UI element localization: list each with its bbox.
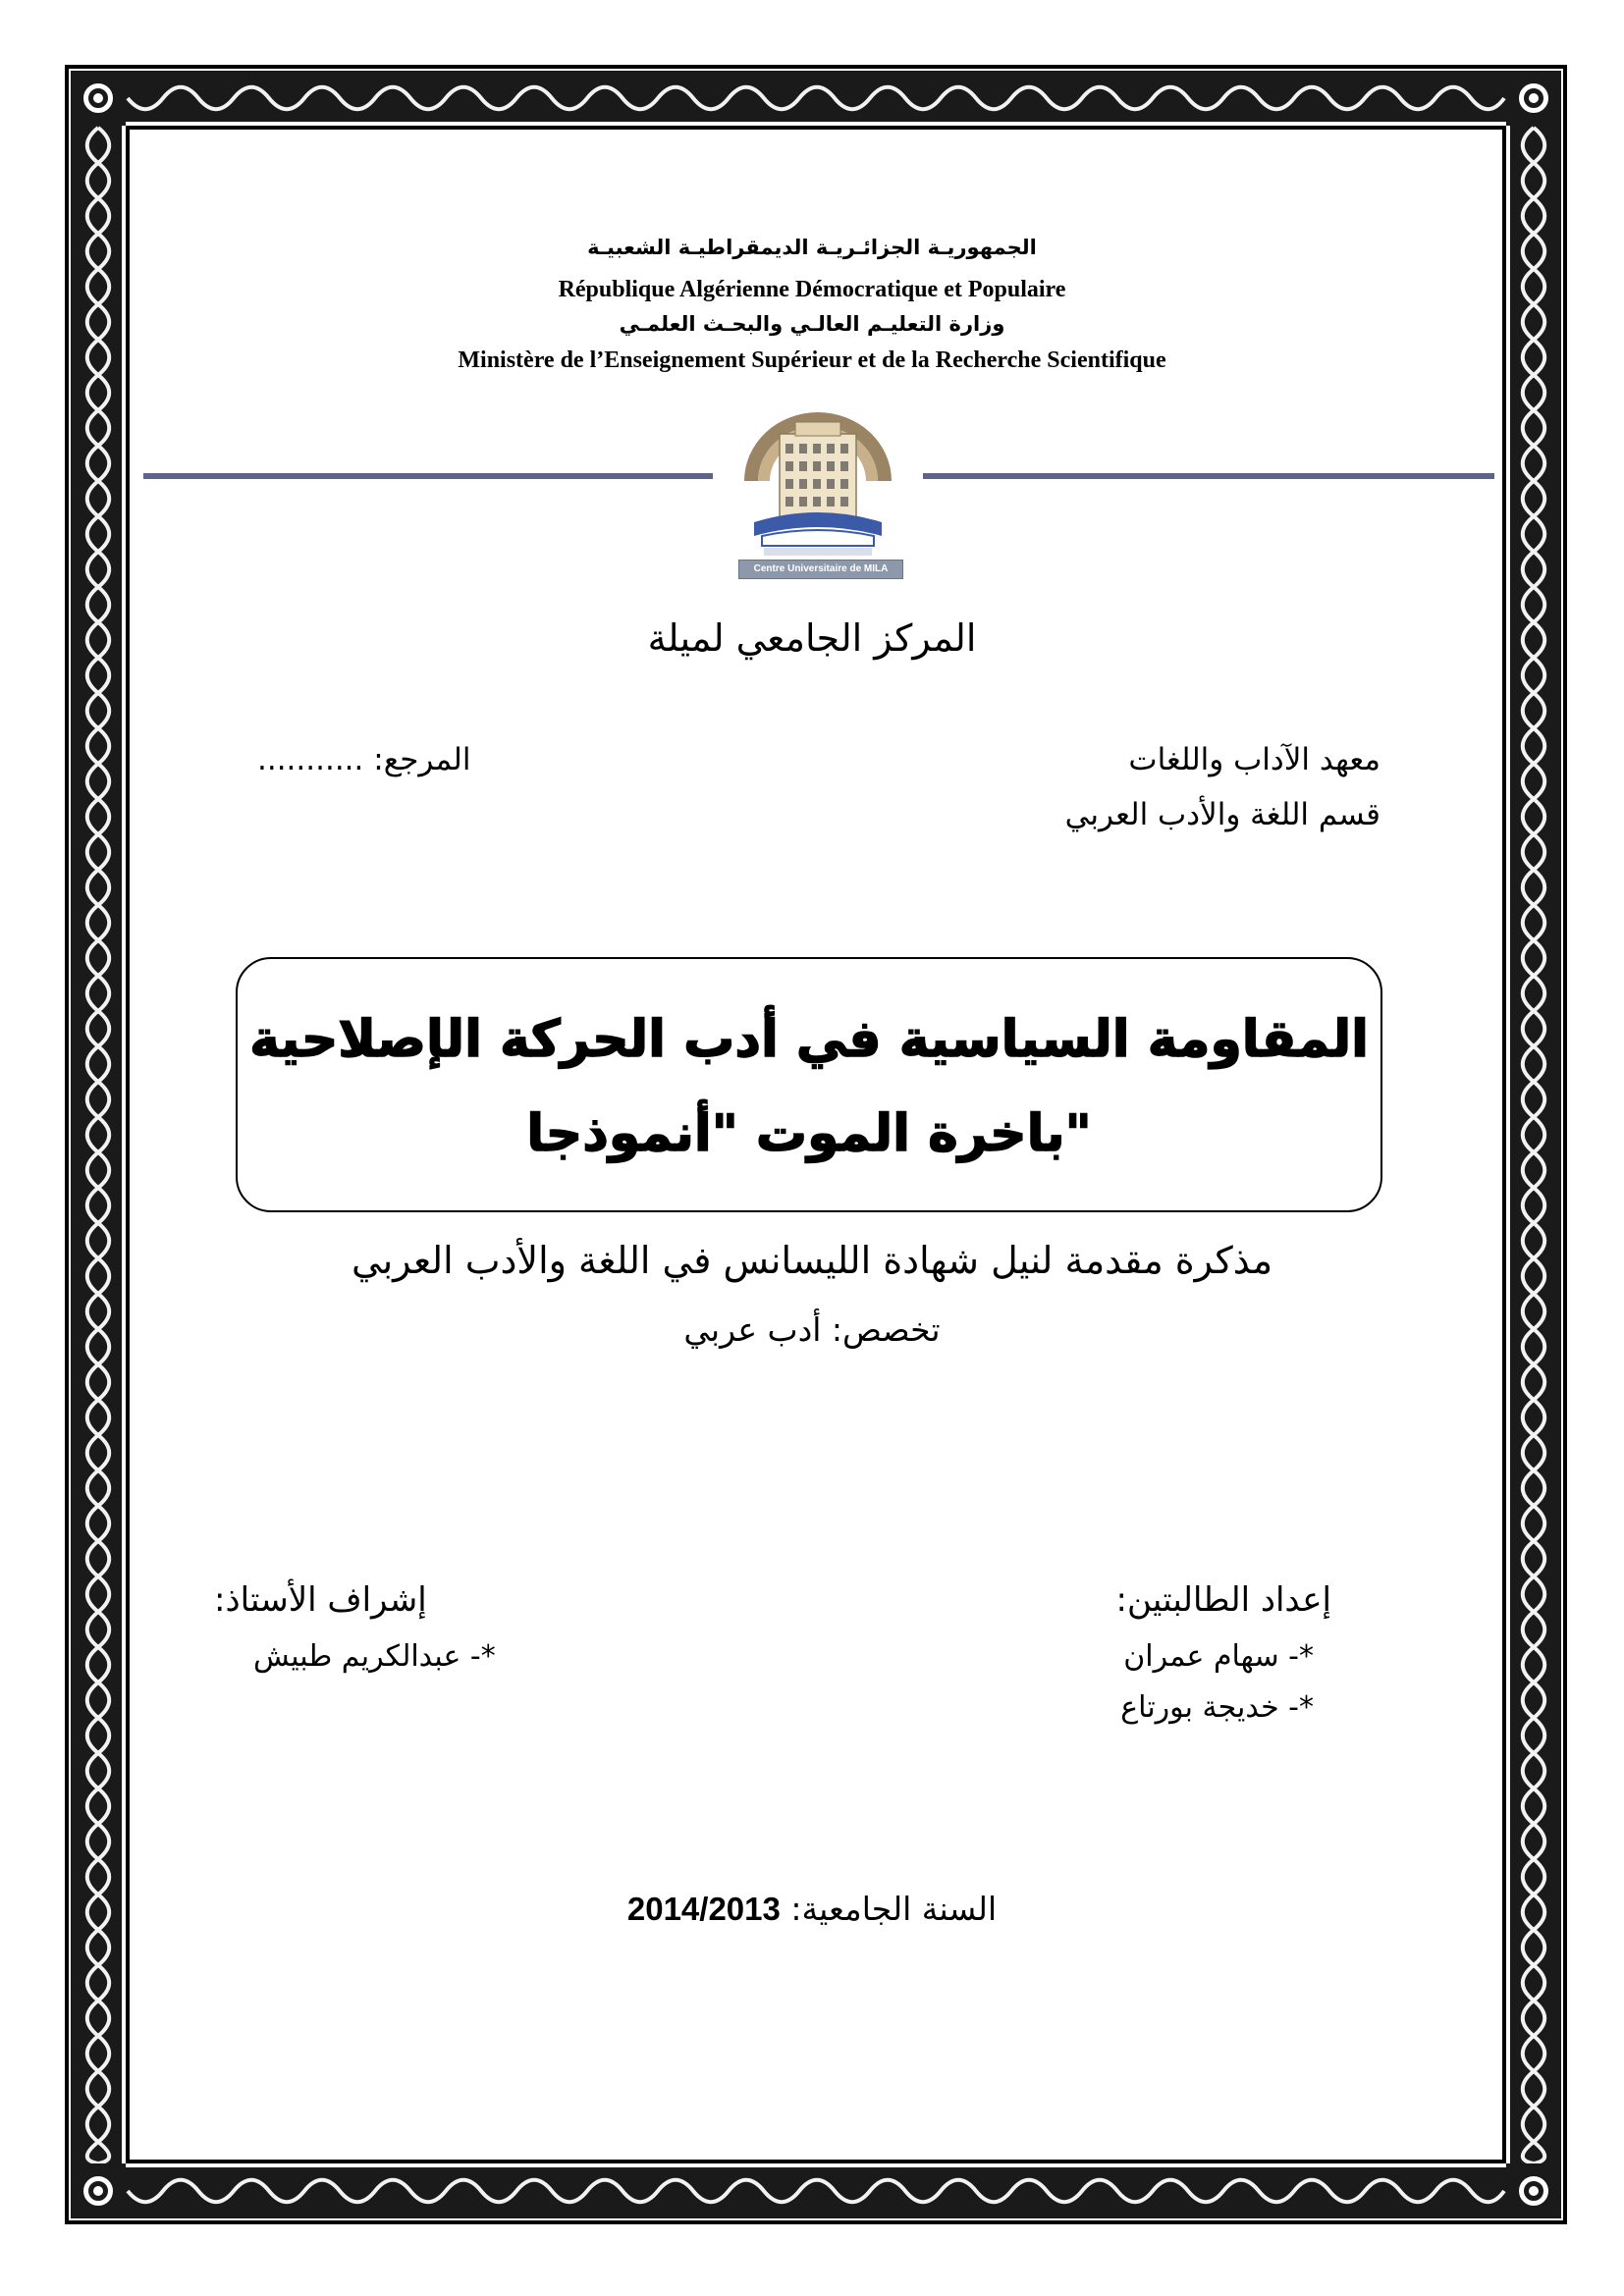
header-divider-right <box>923 473 1494 479</box>
thesis-title-line-1: المقاومة السياسية في أدب الحركة الإصلاحية <box>249 1010 1369 1069</box>
student-name: *- سهام عمران <box>1123 1639 1314 1674</box>
logo-caption: Centre Universitaire de MILA <box>738 560 903 579</box>
institute-name: معهد الآداب واللغات <box>1128 742 1380 777</box>
thesis-title-line-2: "باخرة الموت "أنموذجا <box>526 1104 1092 1163</box>
frame-braid-strand <box>128 2180 1504 2202</box>
supervisor-heading: إشراف الأستاذ: <box>214 1580 427 1620</box>
supervisor-name: *- عبدالكريم طبيش <box>253 1639 496 1674</box>
republic-name-arabic: الجمهوريـة الجزائـريـة الديمقراطيـة الشعبيـة <box>587 236 1037 259</box>
frame-braid-strand <box>128 87 1504 109</box>
thesis-title-box <box>236 957 1382 1212</box>
republic-name-french: République Algérienne Démocratique et Populaire <box>558 277 1066 302</box>
frame-corner-ornament <box>1506 71 1561 126</box>
academic-year <box>0 1890 1624 1928</box>
frame-corner-ornament <box>71 2163 126 2218</box>
university-center-name: المركز الجامعي لميلة <box>647 616 977 660</box>
ministry-name-french: Ministère de l’Enseignement Supérieur et de la Recherche Scientifique <box>458 347 1166 373</box>
student-name: *- خديجة بورتاع <box>1120 1690 1314 1725</box>
academic-year-value: 2014/2013 <box>626 1891 781 1927</box>
memo-purpose: مذكرة مقدمة لنيل شهادة الليسانس في اللغة والأدب العربي <box>351 1239 1273 1282</box>
header-divider-left <box>143 473 713 479</box>
department-name: قسم اللغة والأدب العربي <box>1064 797 1380 832</box>
frame-corner-ornament <box>71 71 126 126</box>
specialty: تخصص: أدب عربي <box>683 1310 941 1349</box>
academic-year-label: السنة الجامعية: <box>780 1890 998 1928</box>
frame-corner-ornament <box>1506 2163 1561 2218</box>
university-logo <box>734 404 901 581</box>
students-heading: إعداد الطالبتين: <box>1115 1580 1331 1620</box>
ministry-name-arabic: وزارة التعليـم العالـي والبحـث العلمـي <box>619 312 1005 336</box>
reference-field: المرجع: ........... <box>257 742 471 777</box>
